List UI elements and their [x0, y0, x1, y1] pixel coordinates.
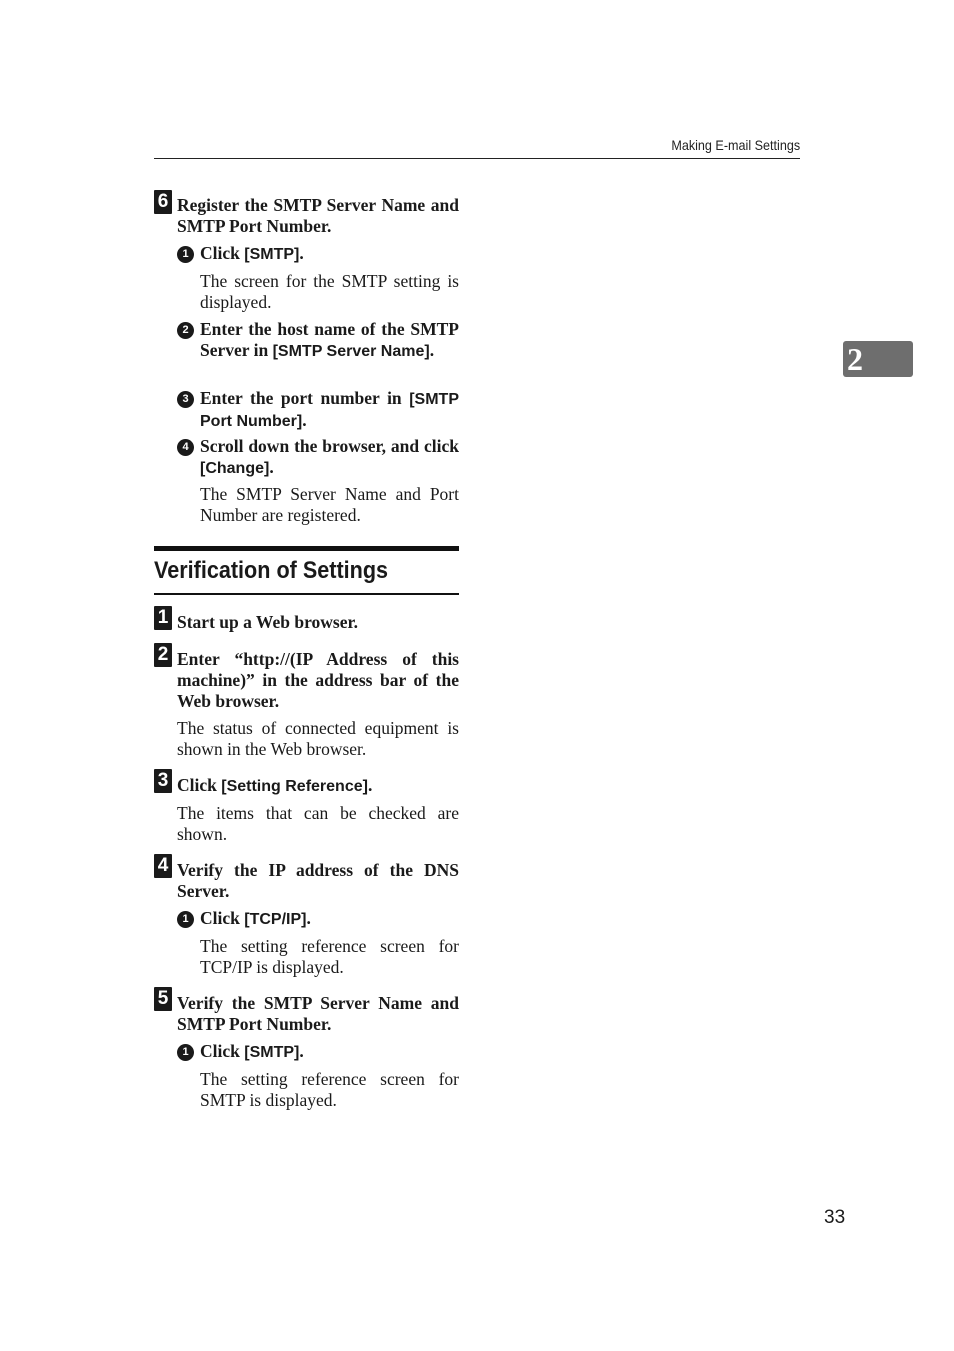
header-rule	[154, 158, 800, 159]
substep-number: 1	[177, 911, 194, 928]
step-3-icon: 3	[154, 769, 172, 793]
step-6-icon: 6	[154, 190, 172, 214]
substep-number: 2	[177, 322, 194, 339]
step-5-icon: 5	[154, 987, 172, 1011]
step-5-substep-1: Click [SMTP].	[200, 1041, 304, 1061]
chapter-number: 2	[847, 341, 863, 377]
substep-number: 1	[177, 1044, 194, 1061]
substep-number: 4	[177, 439, 194, 456]
step-5-title: Verify the SMTP Server Name and SMTP Port Number.	[177, 993, 459, 1034]
page-number: 33	[824, 1207, 846, 1228]
step-3-title: Click [Setting Reference].	[177, 775, 373, 795]
step-2-desc: The status of connected equipment is shown in the Web browser.	[177, 718, 459, 759]
step-4-title: Verify the IP address of the DNS Server.	[177, 860, 459, 901]
step-1-title: Start up a Web browser.	[177, 612, 359, 632]
step-4-icon: 4	[154, 854, 172, 878]
step-2-title: Enter “http://(IP Address of this machine)” in the address bar of the Web browser.	[177, 649, 459, 711]
running-header: Making E-mail Settings	[671, 137, 800, 153]
step-6-substep-4-desc: The SMTP Server Name and Port Number are registered.	[200, 484, 459, 525]
step-2-icon: 2	[154, 643, 172, 667]
substep-number: 3	[177, 391, 194, 408]
step-6-title: Register the SMTP Server Name and SMTP Port Number.	[177, 195, 459, 236]
section-rule-bottom	[154, 593, 459, 595]
step-4-substep-1: Click [TCP/IP].	[200, 908, 311, 928]
substep-number: 1	[177, 246, 194, 263]
step-3-desc: The items that can be checked are shown.	[177, 803, 459, 844]
section-title: Verification of Settings	[154, 557, 389, 584]
step-6-substep-4: Scroll down the browser, and click [Change].	[200, 436, 459, 477]
step-6-substep-1: Click [SMTP].	[200, 243, 304, 263]
section-rule-top	[154, 546, 459, 551]
step-6-substep-3: Enter the port number in [SMTP Port Number].	[200, 388, 459, 430]
chapter-tab	[843, 341, 913, 377]
step-6-substep-2: Enter the host name of the SMTP Server in [SMTP Server Name].	[200, 319, 459, 360]
step-5-substep-1-desc: The setting reference screen for SMTP is displayed.	[200, 1069, 459, 1110]
step-4-substep-1-desc: The setting reference screen for TCP/IP is displayed.	[200, 936, 459, 977]
step-6-substep-1-desc: The screen for the SMTP setting is displayed.	[200, 271, 459, 312]
step-1-icon: 1	[154, 606, 172, 630]
